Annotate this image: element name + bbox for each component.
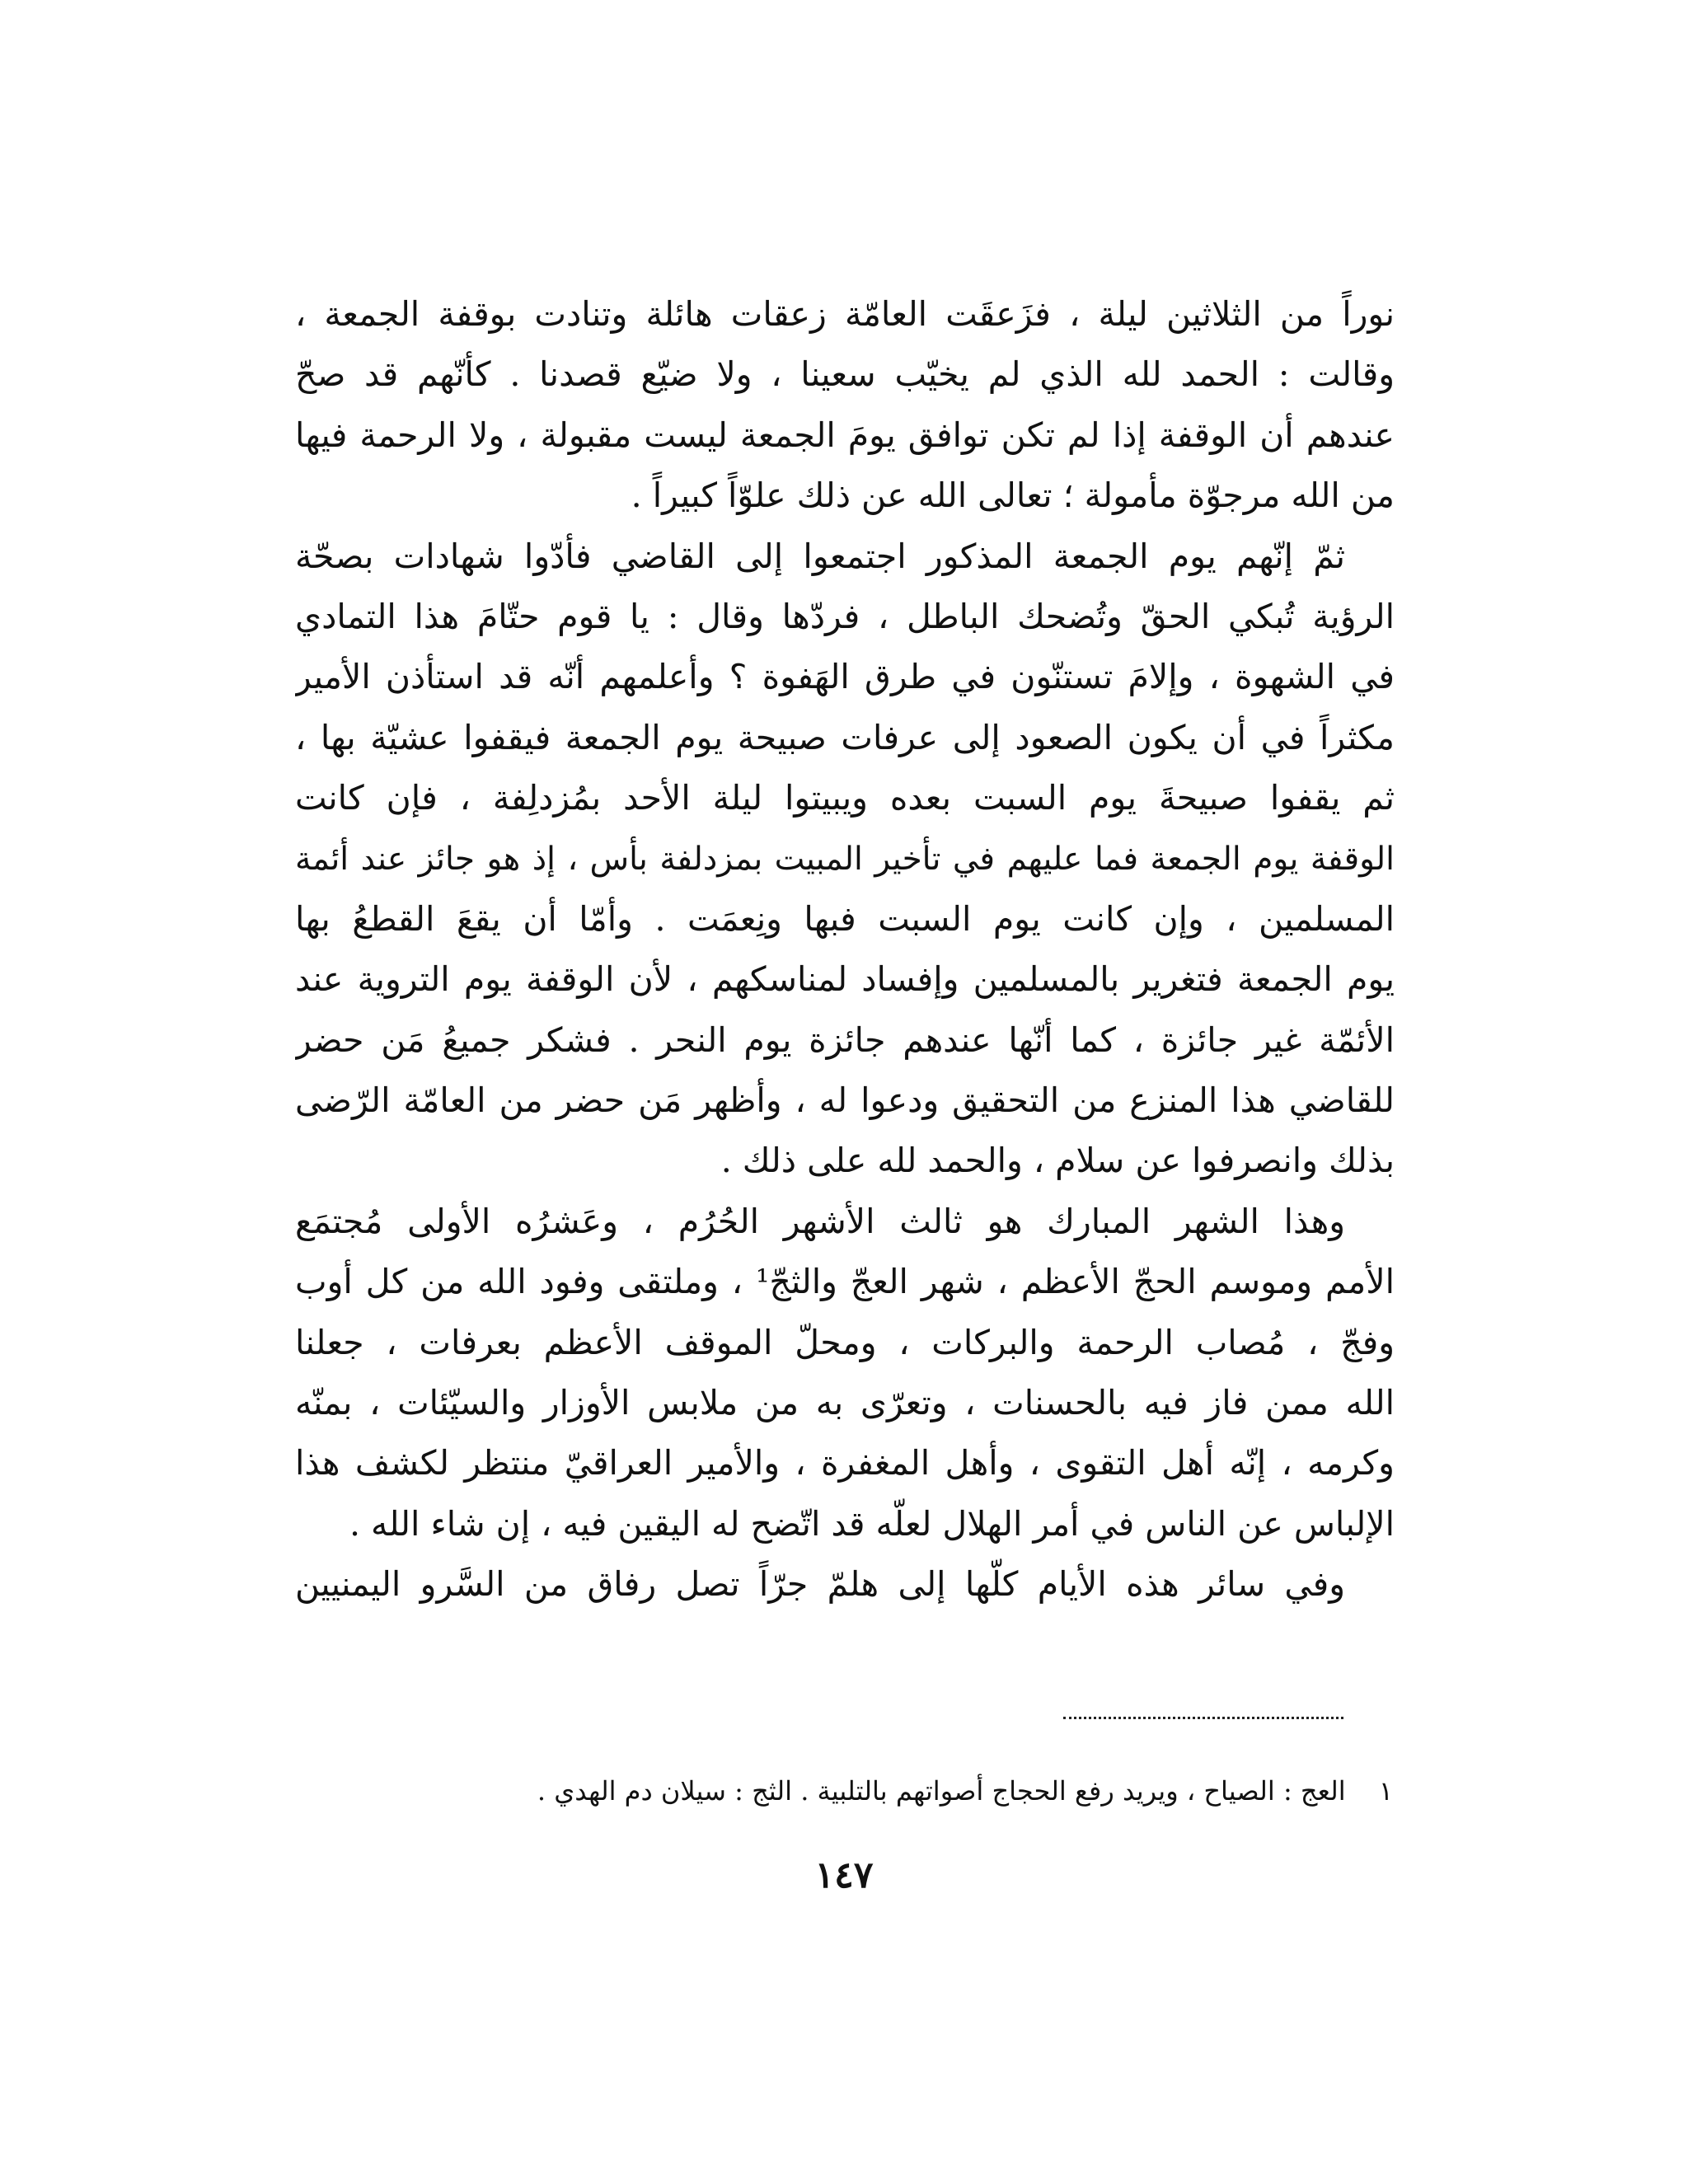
text-line: وفي سائر هذه الأيام كلّها إلى هلمّ جرّاً تصل رفاق من السَّرو اليمنيين	[295, 1564, 1345, 1605]
text-line: ثمّ إنّهم يوم الجمعة المذكور اجتمعوا إلى القاضي فأدّوا شهادات بصحّة	[295, 536, 1345, 576]
text-line: وفجّ ، مُصاب الرحمة والبركات ، ومحلّ الموقف الأعظم بعرفات ، جعلنا	[295, 1322, 1395, 1362]
text-line: للقاضي هذا المنزع من التحقيق ودعوا له ، وأظهر مَن حضر من العامّة الرّضى	[295, 1080, 1395, 1121]
text-line: في الشهوة ، وإلامَ تستنّون في طرق الهَفوة ؟ وأعلمهم أنّه قد استأذن الأمير	[295, 657, 1395, 697]
body-text	[295, 284, 1395, 1615]
text-line: الله ممن فاز فيه بالحسنات ، وتعرّى به من ملابس الأوزار والسيّئات ، بمنّه	[295, 1383, 1395, 1423]
text-line: ثم يقفوا صبيحةَ يوم السبت بعده ويبيتوا ليلة الأحد بمُزدلِفة ، فإن كانت	[295, 778, 1395, 818]
page-number: ١٤٧	[814, 1854, 874, 1896]
text-line: بذلك وانصرفوا عن سلام ، والحمد لله على ذلك .	[720, 1141, 1395, 1181]
text-line: الأئمّة غير جائزة ، كما أنّها عندهم جائزة يوم النحر . فشكر جميعُ مَن حضر	[295, 1019, 1395, 1060]
text-line: عندهم أن الوقفة إذا لم تكن توافق يومَ الجمعة ليست مقبولة ، ولا الرحمة فيها	[295, 415, 1395, 455]
footnote-number: ١	[1378, 1775, 1393, 1807]
footnote-separator	[1063, 1717, 1343, 1719]
text-line: وهذا الشهر المبارك هو ثالث الأشهر الحُرُم ، وعَشرُه الأولى مُجتمَع	[295, 1201, 1345, 1241]
text-line: يوم الجمعة فتغرير بالمسلمين وإفساد لمناسكهم ، لأن الوقفة يوم التروية عند	[295, 959, 1395, 1000]
footnote	[412, 1768, 1393, 1814]
text-line: مكثراً في أن يكون الصعود إلى عرفات صبيحة يوم الجمعة فيقفوا عشيّة بها ،	[295, 717, 1395, 757]
text-line: الرؤية تُبكي الحقّ وتُضحك الباطل ، فردّها وقال : يا قوم حتّامَ هذا التمادي	[295, 596, 1395, 636]
text-line: من الله مرجوّة مأمولة ؛ تعالى الله عن ذلك علوّاً كبيراً .	[631, 476, 1395, 516]
text-line: المسلمين ، وإن كانت يوم السبت فبها ونِعمَت . وأمّا أن يقعَ القطعُ بها	[295, 898, 1395, 939]
footnote-text: العج : الصياح ، ويريد رفع الحجاج أصواتهم بالتلبية . الثج : سيلان دم الهدي .	[537, 1775, 1346, 1807]
text-line: وكرمه ، إنّه أهل التقوى ، وأهل المغفرة ، والأمير العراقيّ منتظر لكشف هذا	[295, 1443, 1395, 1483]
text-line: وقالت : الحمد لله الذي لم يخيّب سعينا ، ولا ضيّع قصدنا . كأنّهم قد صحّ	[295, 354, 1395, 395]
text-line: نوراً من الثلاثين ليلة ، فزَعقَت العامّة زعقات هائلة وتنادت بوقفة الجمعة ،	[295, 294, 1395, 334]
text-line: الإلباس عن الناس في أمر الهلال لعلّه قد اتّضح له اليقين فيه ، إن شاء الله .	[349, 1503, 1395, 1544]
text-line: الأمم وموسم الحجّ الأعظم ، شهر العجّ والثجّ¹ ، وملتقى وفود الله من كل أوب	[295, 1262, 1395, 1302]
text-line: الوقفة يوم الجمعة فما عليهم في تأخير المبيت بمزدلفة بأس ، إذ هو جائز عند أئمة	[295, 840, 1395, 878]
